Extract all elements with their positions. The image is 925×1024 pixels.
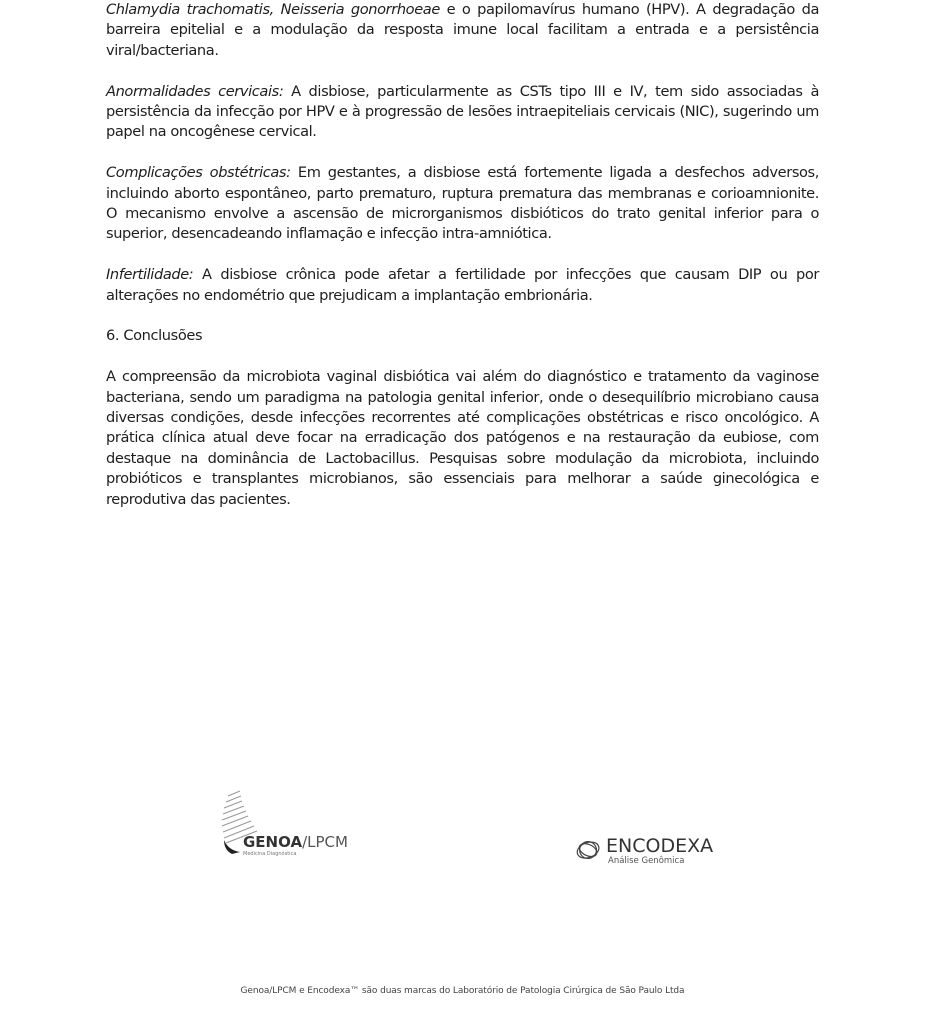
- footer-note: Genoa/LPCM e Encodexa™ são duas marcas do Laboratório de Patologia Cirúrgica de São Paulo Ltda: [240, 986, 685, 996]
- encodexa-tagline: Análise Genômica: [608, 856, 685, 866]
- paragraph-obstetric: [106, 163, 819, 245]
- paragraph-text: Em gestantes, a disbiose está fortemente ligada a desfechos adversos, incluindo aborto espontâneo, parto prematuro, ruptura prematura das membranas e corioamnionite. O mecanismo envolve a ascensão de microrganismos disbióticos do trato genital inferior para o superior, desencadeando inflamação e infecção intra-amniótica.: [106, 164, 819, 243]
- italic-term: Complicações obstétricas:: [106, 164, 291, 182]
- italic-term: Anormalidades cervicais:: [106, 82, 284, 100]
- paragraph-text: e o papilomavírus humano (HPV). A degradação da barreira epitelial e a modulação da resposta imune local facilitam a entrada e a persistência viral/bacteriana.: [106, 1, 820, 59]
- genoa-name: GENOA: [243, 833, 303, 851]
- encodexa-wordmark: ENCODEXA: [606, 835, 714, 857]
- document-body: [106, 0, 819, 530]
- paragraph-conclusion: A compreensão da microbiota vaginal disbiótica vai além do diagnóstico e tratamento da vaginose bacteriana, sendo um paradigma na patologia genital inferior, onde o desequilíbrio microbiano causa diversas condições, desde infecções recorrentes até complicações obstétricas e risco oncológico. A prática clínica atual deve focar na erradicação dos patógenos e na restauração da eubiose, com destaque na dominância de Lactobacillus. Pesquisas sobre modulação da microbiota, incluindo probióticos e transplantes microbianos, são essenciais para melhorar a saúde ginecológica e reprodutiva das pacientes.: [106, 368, 819, 508]
- encodexa-orbit-icon: [575, 838, 603, 864]
- genoa-suffix: /LPCM: [302, 833, 348, 851]
- italic-term: Neisseria gonorrhoeae: [280, 1, 440, 18]
- genoa-tagline: Medicina Diagnóstica: [243, 851, 297, 857]
- encodexa-text-block: [606, 836, 713, 866]
- italic-term: Infertilidade:: [106, 266, 194, 284]
- encodexa-logo: [575, 836, 713, 866]
- section-heading: 6. Conclusões: [106, 327, 203, 345]
- paragraph-infertility: [106, 265, 819, 306]
- genoa-logo: [218, 788, 348, 858]
- paragraph-text: A disbiose, particularmente as CSTs tipo III e IV, tem sido associadas à persistência da infecção por HPV e à progressão de lesões intraepiteliais cervicais (NIC), sugerindo um papel na oncogênese cervical.: [106, 82, 819, 141]
- italic-term: Chlamydia trachomatis,: [106, 1, 274, 18]
- genoa-wordmark: [243, 834, 348, 851]
- paragraph-text: A disbiose crônica pode afetar a fertilidade por infecções que causam DIP ou por alterações no endométrio que prejudicam a implantação embrionária.: [106, 266, 819, 304]
- paragraph-cervical: [106, 82, 819, 143]
- paragraph-infections: [106, 0, 819, 61]
- genoa-text-block: [243, 834, 348, 858]
